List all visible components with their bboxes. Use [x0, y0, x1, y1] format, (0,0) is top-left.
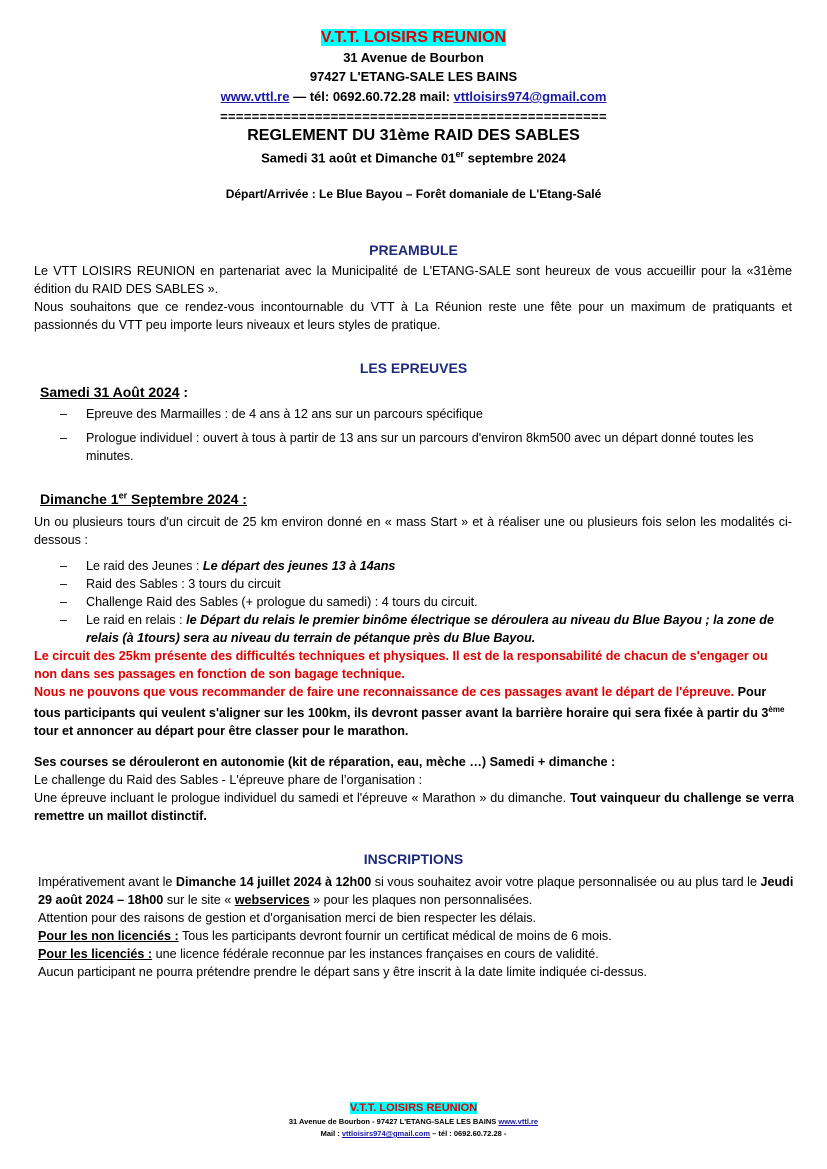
separator: ================================================= [220, 109, 607, 124]
sunday-heading: Dimanche 1er Septembre 2024 : [40, 490, 247, 507]
list-item-relais: – Le raid en relais : le Départ du relais le premier binôme électrique se déroulera au niveau du Blue Bayou ; la zone de relais (à 1tours) sera au niveau du terrain de pétanque près du Blue Bayou. [60, 613, 774, 645]
header [0, 28, 827, 202]
warning-reconnaissance: Nous ne pouvons que vous recommander de faire une reconnaissance de ces passages avant le départ de l'épreuve. Pour tous participants qui veulent s'aligner sur les 100km, ils devront passer avant la barrière horaire qui sera fixée à partir du 3ème tour et annoncer au départ pour être classer pour le marathon. [34, 685, 785, 739]
footer-org-name: V.T.T. LOISIRS REUNION [349, 1102, 478, 1114]
inscriptions-attention: Attention pour des raisons de gestion et d'organisation merci de bien respecter les délais. [38, 911, 537, 925]
address-line1: 31 Avenue de Bourbon [343, 50, 484, 65]
warnings [34, 647, 794, 740]
sunday-intro: Un ou plusieurs tours d'un circuit de 25 km environ donné en « mass Start » et à réaliser une ou plusieurs fois selon les modalités ci-dessous : [34, 515, 792, 547]
inscriptions-body [38, 873, 794, 981]
list-item-challenge: – Challenge Raid des Sables (+ prologue du samedi) : 4 tours du circuit. [60, 595, 478, 609]
contact-line [0, 86, 827, 107]
inscriptions-deadline: Impérativement avant le Dimanche 14 juillet 2024 à 12h00 si vous souhaitez avoir votre plaque personnalisée ou au plus tard le Jeudi 29 août 2024 – 18h00 sur le site « webservices » pour les plaques non personnalisées. [38, 875, 794, 907]
document-title: REGLEMENT DU 31ème RAID DES SABLES [247, 127, 580, 144]
sunday-list [34, 557, 792, 647]
list-item-jeunes: – Le raid des Jeunes : Le départ des jeunes 13 à 14ans [60, 559, 396, 573]
footer [0, 1101, 827, 1140]
list-item-prologue: – Prologue individuel : ouvert à tous à partir de 13 ans sur un parcours d'environ 8km500 avec un départ donné toutes les minutes. [60, 431, 754, 463]
saturday-list [34, 405, 792, 465]
tel-text: — tél: 0692.60.72.28 mail: [289, 89, 454, 104]
footer-contact: Mail : vttloisirs974@gmail.com – tél : 0692.60.72.28 - [320, 1129, 507, 1138]
preambule-title: PREAMBULE [369, 242, 458, 258]
challenge-description: Une épreuve incluant le prologue individuel du samedi et l'épreuve « Marathon » du dimanche. Tout vainqueur du challenge se verra remettre un maillot distinctif. [34, 791, 794, 823]
list-item-sables: – Raid des Sables : 3 tours du circuit [60, 577, 281, 591]
preambule-body [34, 262, 792, 334]
address-line2: 97427 L'ETANG-SALE LES BAINS [309, 69, 518, 84]
footer-email-link[interactable]: vttloisirs974@gmail.com [341, 1129, 431, 1138]
footer-website-link[interactable]: www.vttl.re [498, 1117, 539, 1126]
inscriptions-non-licencies: Pour les non licenciés : Tous les participants devront fournir un certificat médical de moins de 6 mois. [38, 929, 612, 943]
warning-difficulty: Le circuit des 25km présente des difficultés techniques et physiques. Il est de la responsabilité de chacun de s'engager ou non dans ses passages en fonction de son bagage technique. [34, 649, 768, 681]
preambule-p1: Le VTT LOISIRS REUNION en partenariat avec la Municipalité de L'ETANG-SALE sont heureux de vous accueillir pour la «31ème édition du RAID DES SABLES ». [34, 264, 792, 296]
epreuves-title: LES EPREUVES [359, 360, 468, 376]
saturday-heading: Samedi 31 Août 2024 : [40, 384, 189, 400]
autonomie-block [34, 753, 794, 825]
footer-address: 31 Avenue de Bourbon - 97427 L'ETANG-SALE LES BAINS www.vttl.re [288, 1117, 539, 1126]
venue: Départ/Arrivée : Le Blue Bayou – Forêt domaniale de L'Etang-Salé [225, 187, 602, 202]
list-item-marmailles: – Epreuve des Marmailles : de 4 ans à 12 ans sur un parcours spécifique [60, 407, 483, 421]
website-link[interactable]: www.vttl.re [220, 89, 290, 104]
org-name: V.T.T. LOISIRS REUNION [320, 29, 507, 46]
challenge-line: Le challenge du Raid des Sables - L'épreuve phare de l’organisation : [34, 773, 423, 787]
preambule-p2: Nous souhaitons que ce rendez-vous incontournable du VTT à La Réunion reste une fête pour un maximum de pratiquants et passionnés du VTT peu importe leurs niveaux et leurs styles de pratique. [34, 300, 792, 332]
event-dates: Samedi 31 août et Dimanche 01er septembre 2024 [261, 149, 566, 166]
inscriptions-licencies: Pour les licenciés : une licence fédérale reconnue par les instances françaises en cours de validité. [38, 947, 599, 961]
inscriptions-title: INSCRIPTIONS [363, 851, 464, 867]
inscriptions-final: Aucun participant ne pourra prétendre prendre le départ sans y être inscrit à la date limite indiquée ci-dessus. [38, 965, 648, 979]
webservices-link[interactable]: webservices [234, 893, 310, 907]
autonomie-line: Ses courses se dérouleront en autonomie (kit de réparation, eau, mèche …) Samedi + dimanche : [34, 755, 616, 769]
email-link[interactable]: vttloisirs974@gmail.com [453, 89, 607, 104]
